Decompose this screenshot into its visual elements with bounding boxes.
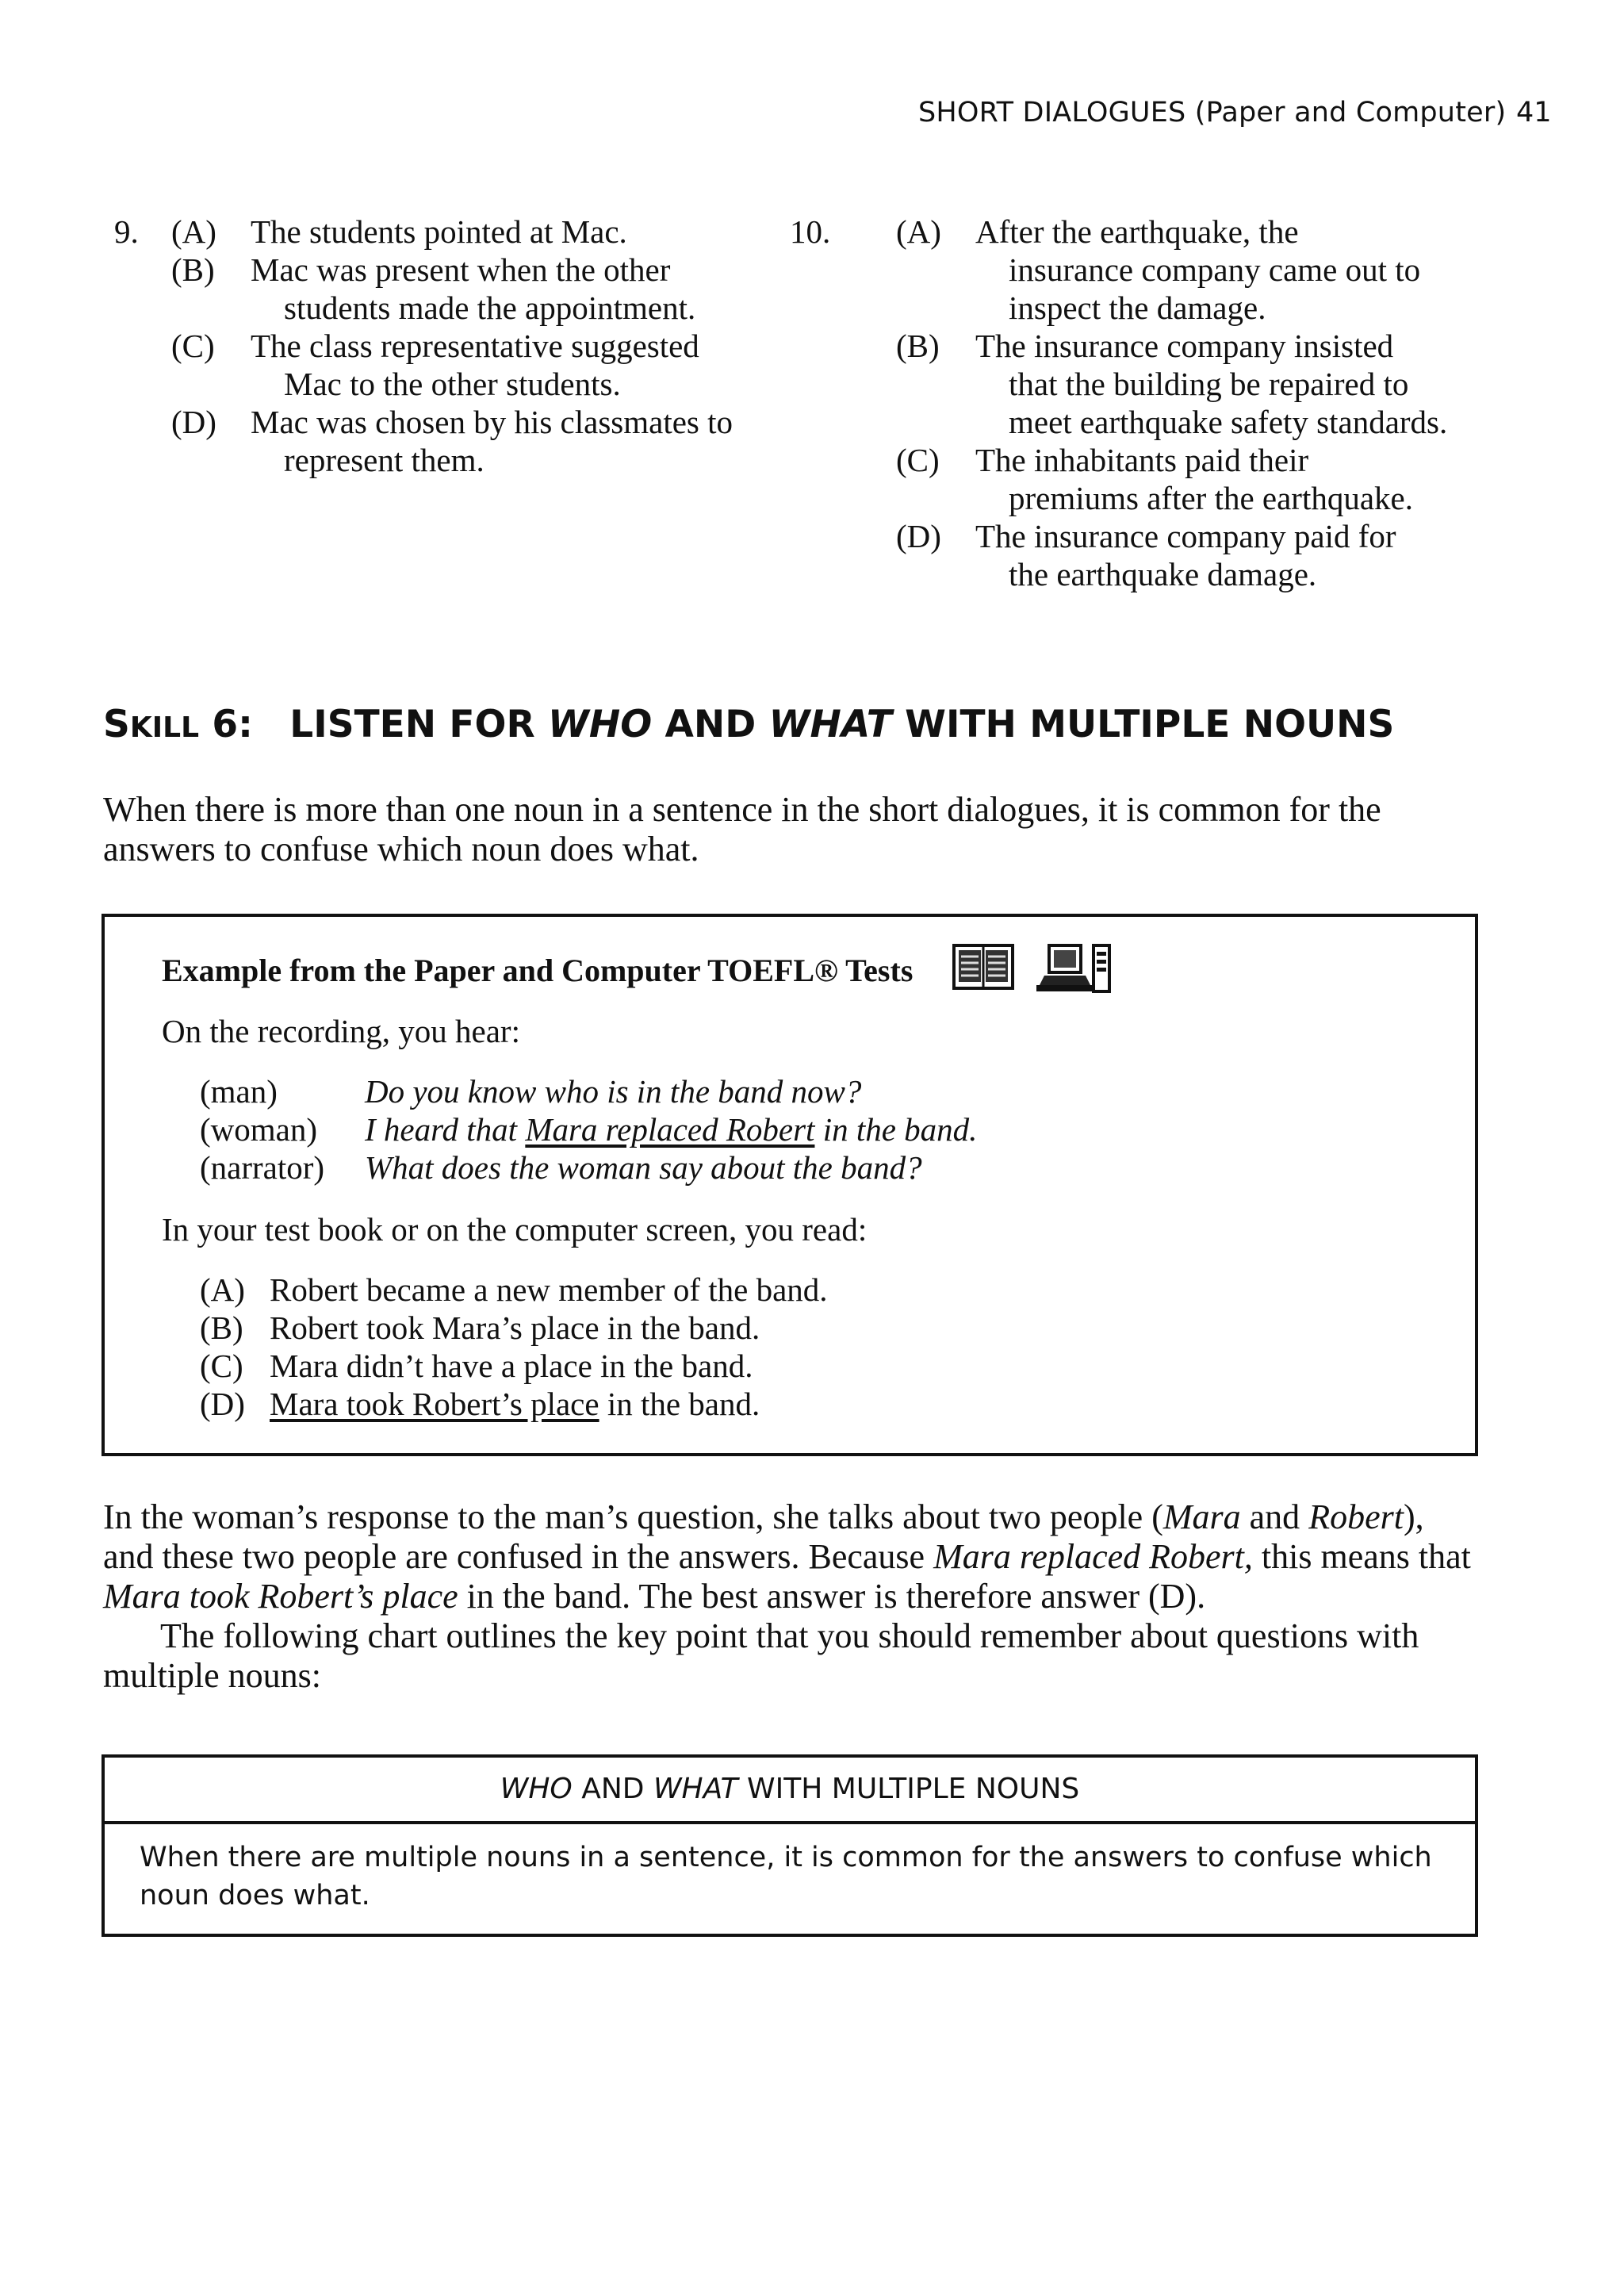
example-box [102, 914, 1478, 1456]
dialogue-key-phrase: Mara replaced Robert [525, 1111, 815, 1148]
option-letter: (C) [896, 442, 940, 478]
skill-title-part: WITH MULTIPLE NOUNS [891, 703, 1395, 746]
option-text-cont: Mac to the other students. [284, 366, 621, 402]
key-who: WHO [500, 1773, 573, 1805]
skill-label-rest: KILL [129, 711, 200, 744]
option-letter: (D) [171, 404, 216, 440]
option-text-cont: the earthquake damage. [1009, 556, 1317, 592]
choice-text: Robert became a new member of the band. [270, 1271, 828, 1308]
option-text: Mac was present when the other [251, 251, 671, 288]
dialogue-text: What does the woman say about the band? [365, 1149, 922, 1186]
skill-title-part: AND [652, 703, 769, 746]
option-letter: (B) [896, 328, 940, 364]
key-text-part: WITH MULTIPLE NOUNS [737, 1773, 1080, 1805]
option-text-cont: premiums after the earthquake. [1009, 480, 1413, 516]
text-italic: Mara took Robert’s place [103, 1577, 458, 1616]
skill-number: 6: [212, 703, 253, 746]
option-a [114, 213, 780, 251]
choice-text [270, 1385, 760, 1423]
skill-heading [103, 703, 1394, 746]
explanation-paragraph [103, 1497, 1481, 1616]
option-text: The insurance company insisted [975, 328, 1394, 364]
hear-prompt: On the recording, you hear: [162, 1013, 520, 1049]
key-what: WHAT [653, 1773, 738, 1805]
text-italic: Mara [1162, 1497, 1241, 1536]
option-text: After the earthquake, the [975, 213, 1299, 250]
key-point-box [102, 1754, 1478, 1937]
key-point-header [105, 1758, 1475, 1824]
question-10 [790, 213, 1503, 593]
explanation [103, 1497, 1481, 1696]
option-text-cont: inspect the damage. [1009, 289, 1266, 326]
skill-title-what: WHAT [768, 703, 892, 746]
option-text: The students pointed at Mac. [251, 213, 627, 250]
option-letter: (D) [896, 518, 941, 554]
skill-title-who: WHO [548, 703, 653, 746]
option-text: The insurance company paid for [975, 518, 1396, 554]
option-d [790, 517, 1503, 593]
choice-text: Mara didn’t have a place in the band. [270, 1348, 753, 1384]
option-text: The inhabitants paid their [975, 442, 1309, 478]
skill-title [289, 703, 1394, 746]
option-letter: (A) [171, 213, 216, 250]
option-d [114, 403, 780, 479]
text-part: in the band. The best answer is therefore answer (D). [458, 1577, 1206, 1616]
dialogue-text [365, 1110, 977, 1148]
option-letter: (C) [171, 328, 215, 364]
option-text-cont: students made the appointment. [284, 289, 696, 326]
text-part: this means that [1252, 1537, 1471, 1576]
text-part: and [1240, 1497, 1309, 1536]
intro-paragraph: When there is more than one noun in a sentence in the short dialogues, it is common for the answers to confuse which noun does what. [103, 790, 1381, 868]
choice-text-part: in the band. [599, 1386, 760, 1422]
option-text: The class representative suggested [251, 328, 699, 364]
key-text-part: AND [572, 1773, 653, 1805]
correct-answer-phrase: Mara took Robert’s place [270, 1386, 599, 1422]
choice-letter: (D) [200, 1386, 245, 1422]
page-number: 41 [1516, 97, 1552, 128]
option-c [114, 327, 780, 403]
option-b [114, 251, 780, 327]
option-text-cont: that the building be repaired to [1009, 366, 1409, 402]
skill-title-part: LISTEN FOR [289, 703, 549, 746]
option-letter: (A) [896, 213, 941, 250]
option-text-cont: represent them. [284, 442, 485, 478]
text-italic: Mara replaced Robert, [933, 1537, 1253, 1576]
text-part: In the woman’s response to the man’s question, she talks about two people ( [103, 1497, 1163, 1536]
choice-text: Robert took Mara’s place in the band. [270, 1309, 760, 1346]
question-number: 10. [790, 213, 831, 250]
test-format-icons [952, 944, 1111, 995]
book-icon [952, 944, 1014, 990]
option-b [790, 327, 1503, 441]
dialogue-text-part: in the band. [814, 1111, 978, 1148]
skill-label-initial: S [103, 703, 130, 746]
read-prompt: In your test book or on the computer screen, you read: [162, 1211, 868, 1248]
option-c [790, 441, 1503, 517]
option-text-cont: meet earthquake safety standards. [1009, 404, 1448, 440]
text-italic: Robert [1308, 1497, 1404, 1536]
chart-intro-paragraph: The following chart outlines the key point that you should remember about questions with multiple nouns: [103, 1616, 1419, 1695]
speaker-label: (narrator) [200, 1149, 325, 1186]
question-number: 9. [114, 213, 139, 250]
choice-letter: (C) [200, 1348, 243, 1384]
option-a [790, 213, 1503, 327]
choice-letter: (B) [200, 1309, 243, 1346]
choice-letter: (A) [200, 1271, 245, 1308]
question-9 [114, 213, 780, 479]
option-text-cont: insurance company came out to [1009, 251, 1421, 288]
speaker-label: (man) [200, 1073, 278, 1110]
dialogue-text: Do you know who is in the band now? [365, 1073, 862, 1110]
running-header-title: SHORT DIALOGUES (Paper and Computer) [918, 97, 1507, 128]
speaker-label: (woman) [200, 1111, 318, 1148]
option-text: Mac was chosen by his classmates to [251, 404, 733, 440]
key-point-body: When there are multiple nouns in a sentence, it is common for the answers to confuse which noun does what. [140, 1842, 1432, 1911]
option-letter: (B) [171, 251, 215, 288]
example-title: Example from the Paper and Computer TOEFL® Tests [162, 953, 914, 988]
text-part: ), and these two people are confused in the answers. Because [103, 1497, 1424, 1576]
dialogue-text-part: I heard that [365, 1111, 526, 1148]
computer-icon [1035, 944, 1111, 995]
